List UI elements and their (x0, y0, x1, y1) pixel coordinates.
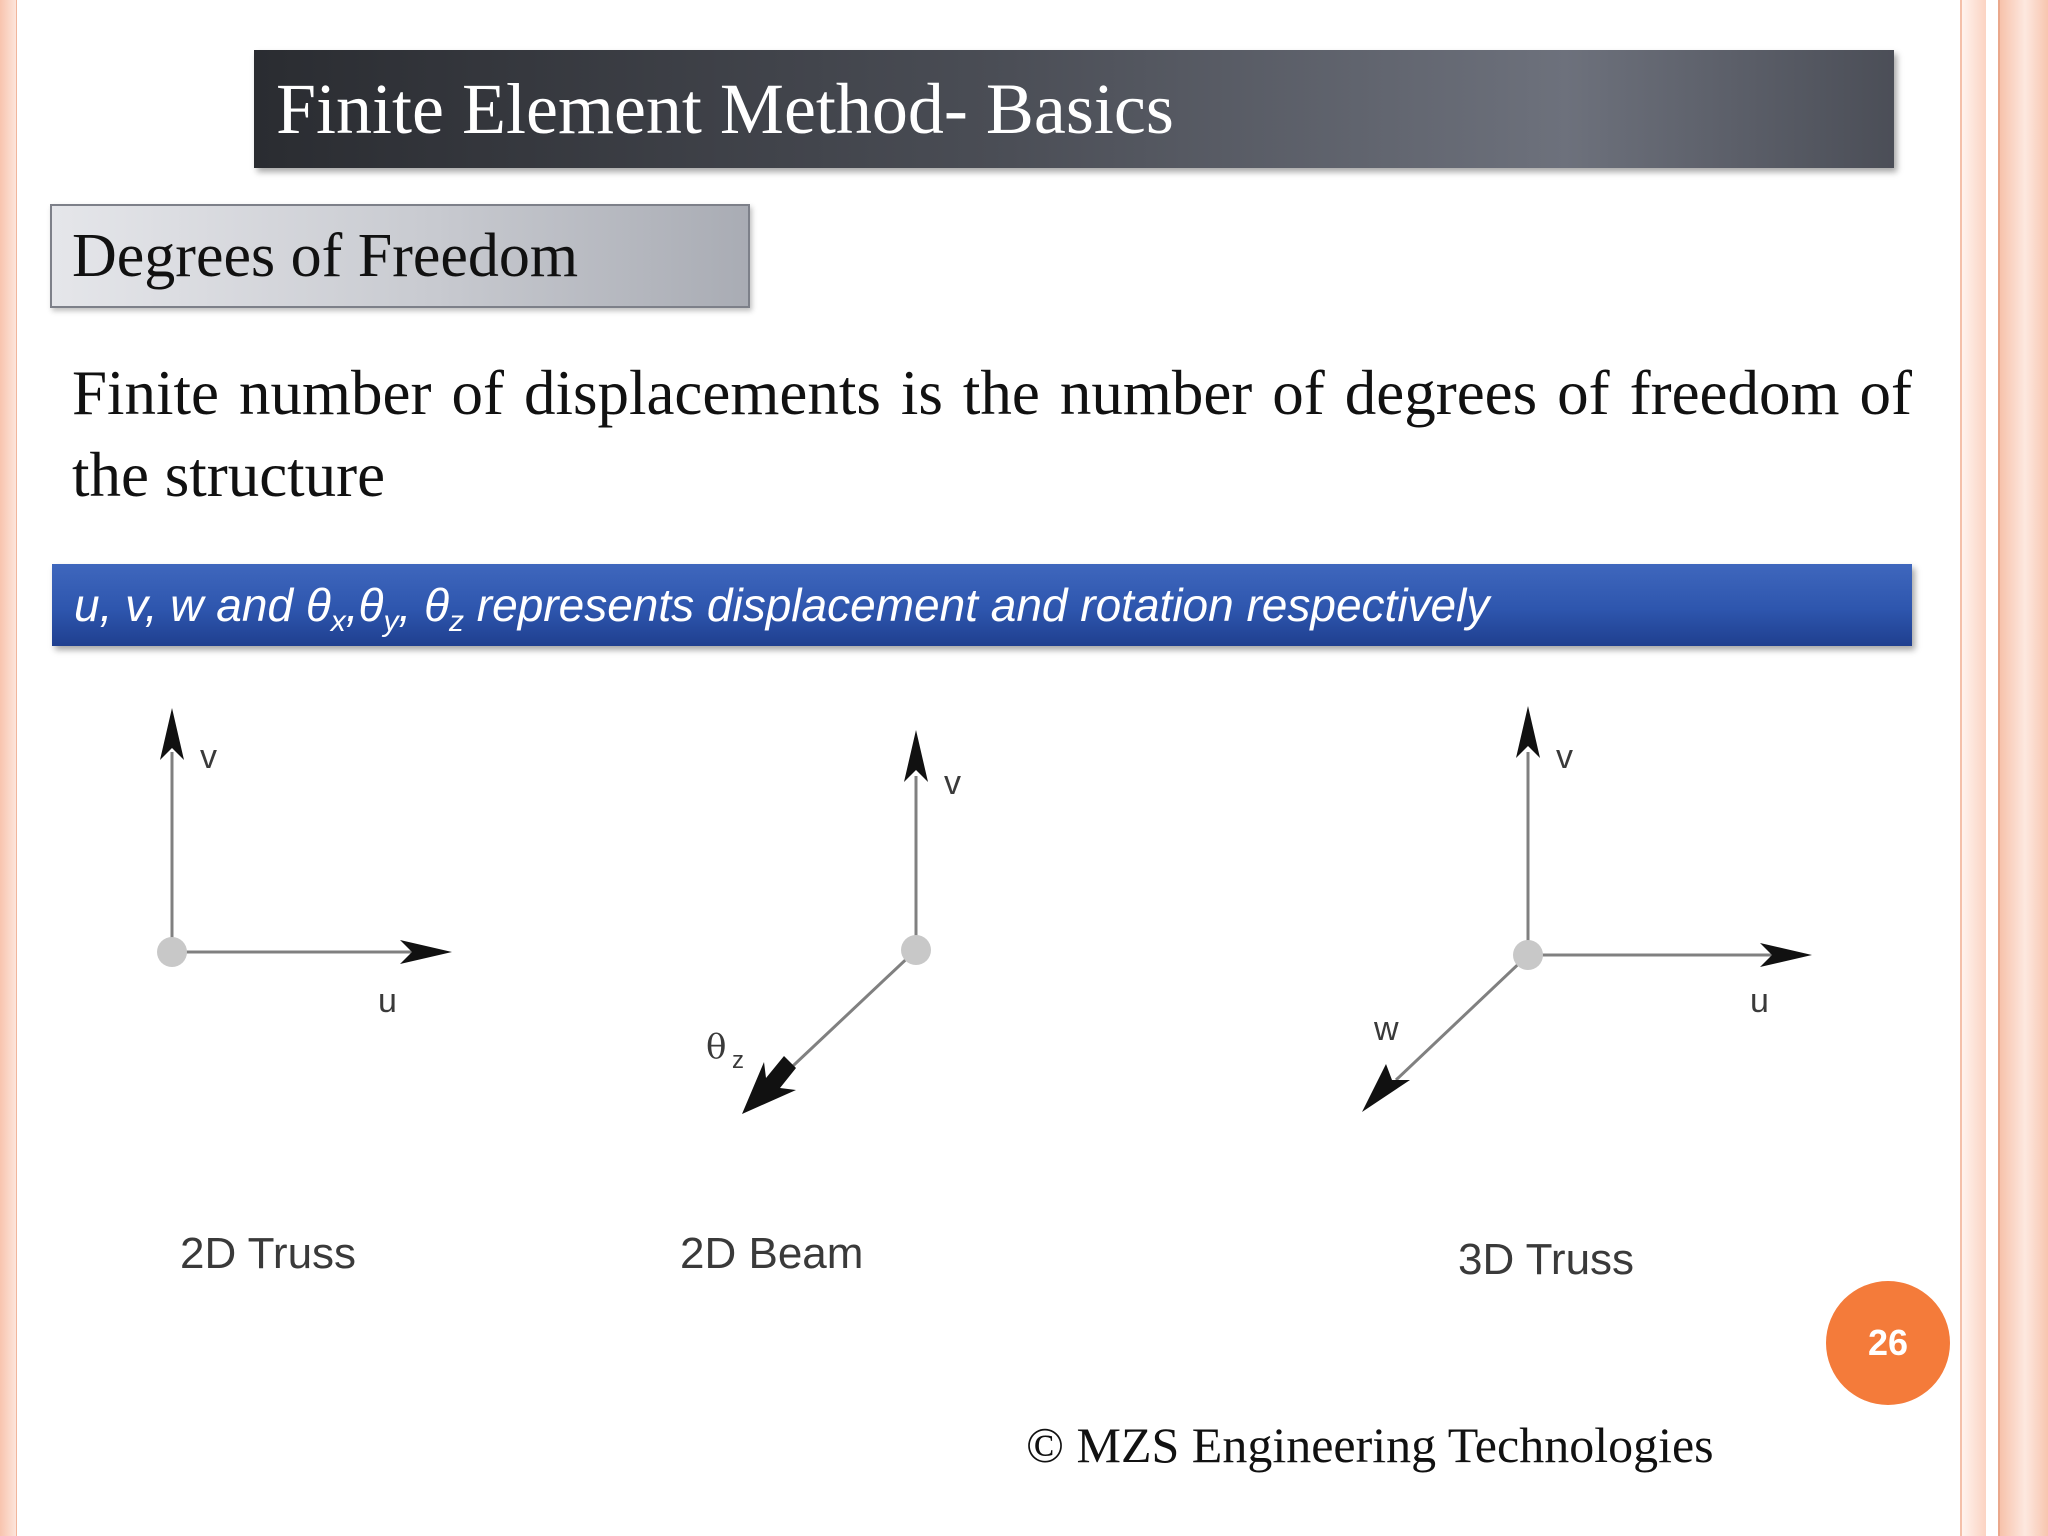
subtitle-box (50, 204, 750, 308)
truss3d-v-label: v (1556, 738, 1573, 776)
truss2d-v-label: v (200, 738, 217, 776)
truss3d-caption: 3D Truss (1458, 1235, 1635, 1284)
highlight-prefix: u, v, w and θ (74, 579, 331, 631)
truss2d-u-label: u (378, 982, 397, 1020)
panel-2d-beam (680, 730, 961, 1278)
highlight-suffix: represents displacement and rotation respectively (464, 579, 1490, 631)
highlight-sub-x: x (330, 605, 346, 638)
copyright-footer: © MZS Engineering Technologies (1026, 1417, 1714, 1473)
truss3d-node (1513, 940, 1543, 970)
slide-subtitle: Degrees of Freedom (72, 222, 579, 290)
slide-title: Finite Element Method- Basics (276, 69, 1174, 149)
beam2d-rotation-axis-line (778, 950, 916, 1080)
page-number-badge: 26 (1826, 1281, 1950, 1405)
beam2d-theta-label: θ (706, 1027, 727, 1067)
highlight-comma-1: ,θ (345, 579, 384, 631)
right-border-inner-decoration (1960, 0, 1986, 1536)
truss2d-caption: 2D Truss (180, 1229, 357, 1278)
beam2d-node (901, 935, 931, 965)
highlight-sub-z: z (449, 605, 465, 638)
dof-diagram (0, 660, 1960, 1360)
panel-2d-truss (157, 708, 452, 1278)
truss2d-node (157, 937, 187, 967)
highlight-comma-2: , θ (398, 579, 450, 631)
beam2d-v-arrowhead (904, 730, 928, 782)
highlight-sub-y: y (383, 605, 399, 638)
body-paragraph: Finite number of displacements is the number of degrees of freedom of the structure (72, 358, 1912, 510)
truss3d-v-arrowhead (1516, 706, 1540, 758)
beam2d-v-label: v (944, 764, 961, 802)
truss3d-w-arrowhead (1362, 1064, 1410, 1112)
truss3d-u-label: u (1750, 982, 1769, 1020)
right-border-outer-decoration (1998, 0, 2048, 1536)
beam2d-theta-sub-label: z (732, 1047, 744, 1074)
highlight-text (74, 579, 1490, 638)
highlight-bar (52, 564, 1912, 646)
beam2d-caption: 2D Beam (680, 1229, 864, 1278)
truss3d-w-label: w (1374, 1010, 1399, 1048)
beam2d-rotation-double-arrowhead (742, 1056, 796, 1114)
truss3d-w-axis-line (1396, 955, 1528, 1080)
panel-3d-truss (1362, 706, 1812, 1284)
title-bar (254, 50, 1894, 168)
